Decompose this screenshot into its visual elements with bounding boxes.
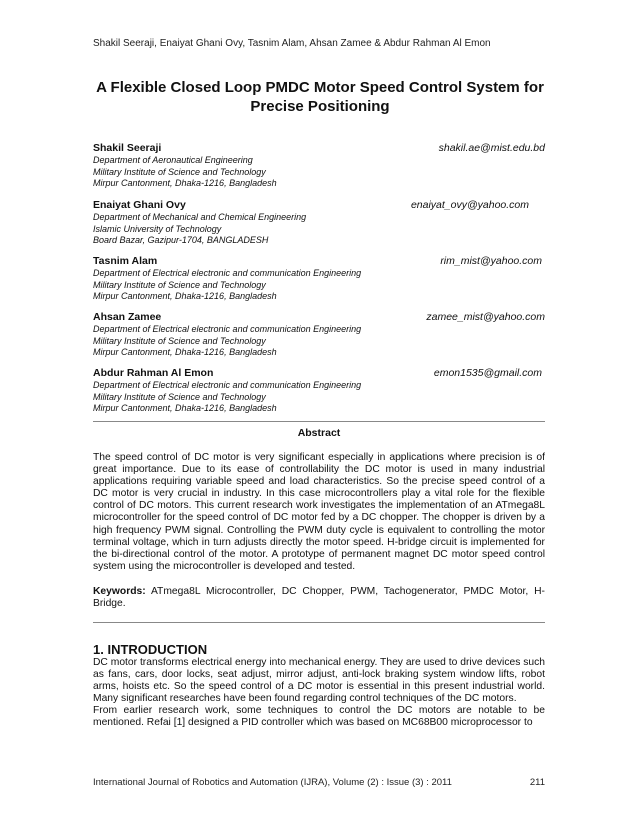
title-line-2: Precise Positioning: [250, 98, 390, 115]
author-affiliation-dept: Department of Electrical electronic and communication Engineering: [93, 268, 362, 278]
author-affiliation-institute: Military Institute of Science and Technology: [93, 391, 266, 402]
author-affiliation-address: Board Bazar, Gazipur-1704, BANGLADESH: [93, 235, 269, 245]
author-name: Abdur Rahman Al Emon: [93, 367, 214, 379]
author-affiliation-address: Mirpur Cantonment, Dhaka-1216, Bangladesh: [93, 403, 277, 413]
author-name: Enaiyat Ghani Ovy: [93, 199, 186, 211]
author-block: [93, 367, 545, 415]
author-block: [93, 311, 545, 359]
author-email: shakil.ae@mist.edu.bd: [438, 142, 545, 154]
running-header: Shakil Seeraji, Enaiyat Ghani Ovy, Tasnim Alam, Ahsan Zamee & Abdur Rahman Al Emon: [93, 38, 491, 49]
author-block: [93, 199, 545, 247]
author-affiliation-institute: Military Institute of Science and Technology: [93, 166, 266, 177]
intro-paragraph-1: DC motor transforms electrical energy into mechanical energy. They are used to drive devices such as fans, cars, door locks, seat adjust, mirror adjust, anti-lock braking system window lifts, robot arms, hoists etc. So the speed control of a DC motor is essential in this present industrial world. Many significant researches have been found regarding control techniques of the DC motors.: [93, 657, 545, 705]
title-line-1: A Flexible Closed Loop PMDC Motor Speed Control System for: [96, 79, 544, 96]
author-affiliation-dept: Department of Mechanical and Chemical Engineering: [93, 212, 307, 222]
author-affiliation-institute: Military Institute of Science and Technology: [93, 279, 266, 290]
keywords-label: Keywords:: [93, 586, 146, 597]
author-name: Tasnim Alam: [93, 255, 158, 267]
author-affiliation-dept: Department of Electrical electronic and communication Engineering: [93, 324, 362, 334]
author-email: zamee_mist@yahoo.com: [426, 311, 545, 323]
author-email: rim_mist@yahoo.com: [440, 255, 542, 267]
abstract-heading: Abstract: [297, 427, 341, 439]
author-email: emon1535@gmail.com: [433, 367, 542, 379]
keywords-text: ATmega8L Microcontroller, DC Chopper, PWM, Tachogenerator, PMDC Motor, H-Bridge.: [93, 586, 545, 610]
keywords: [93, 586, 545, 610]
author-affiliation-dept: Department of Electrical electronic and communication Engineering: [93, 380, 362, 390]
author-name: Shakil Seeraji: [93, 142, 162, 154]
author-email: enaiyat_ovy@yahoo.com: [410, 199, 529, 211]
author-affiliation-institute: Military Institute of Science and Technology: [93, 335, 266, 346]
author-name: Ahsan Zamee: [93, 311, 162, 323]
author-affiliation-dept: Department of Aeronautical Engineering: [93, 155, 253, 165]
page-footer: [93, 777, 545, 788]
divider: [93, 622, 545, 623]
author-affiliation-address: Mirpur Cantonment, Dhaka-1216, Bangladesh: [93, 347, 277, 357]
section-heading: 1. INTRODUCTION: [93, 642, 208, 657]
intro-paragraph: [93, 657, 545, 730]
author-block: [93, 255, 545, 303]
paper-title: [60, 78, 580, 116]
author-affiliation-address: Mirpur Cantonment, Dhaka-1216, Bangladesh: [93, 291, 277, 301]
footer-journal: International Journal of Robotics and Automation (IJRA), Volume (2) : Issue (3) : 2011: [93, 777, 452, 788]
author-affiliation-institute: Islamic University of Technology: [93, 223, 222, 234]
author-block: [93, 142, 545, 190]
abstract-text: The speed control of DC motor is very significant especially in applications where precision is of great importance. Due to its ease of controllability the DC motor is used in many industrial applications requiring variable speed and load characteristics. So the precise speed control of a DC motor is very crucial in industry. In this case microcontrollers play a vital role for the flexible control of DC motors. This current research work investigates the implementation of an ATmega8L microcontroller for the speed control of DC motor fed by a DC chopper. The chopper is driven by a high frequency PWM signal. Controlling the PWM duty cycle is equivalent to controlling the motor terminal voltage, which in turn adjusts directly the motor speed. H-bridge circuit is implemented for the bi-directional control of the motor. A prototype of permanent magnet DC motor speed control system using the microcontroller is developed and tested.: [93, 452, 545, 572]
intro-paragraph-2: From earlier research work, some techniques to control the DC motors are notable to be mentioned. Refai [1] designed a PID controller which was based on MC68B00 microprocessor to: [93, 705, 545, 729]
author-affiliation-address: Mirpur Cantonment, Dhaka-1216, Bangladesh: [93, 178, 277, 188]
divider: [93, 421, 545, 422]
page-number: 211: [529, 777, 545, 788]
